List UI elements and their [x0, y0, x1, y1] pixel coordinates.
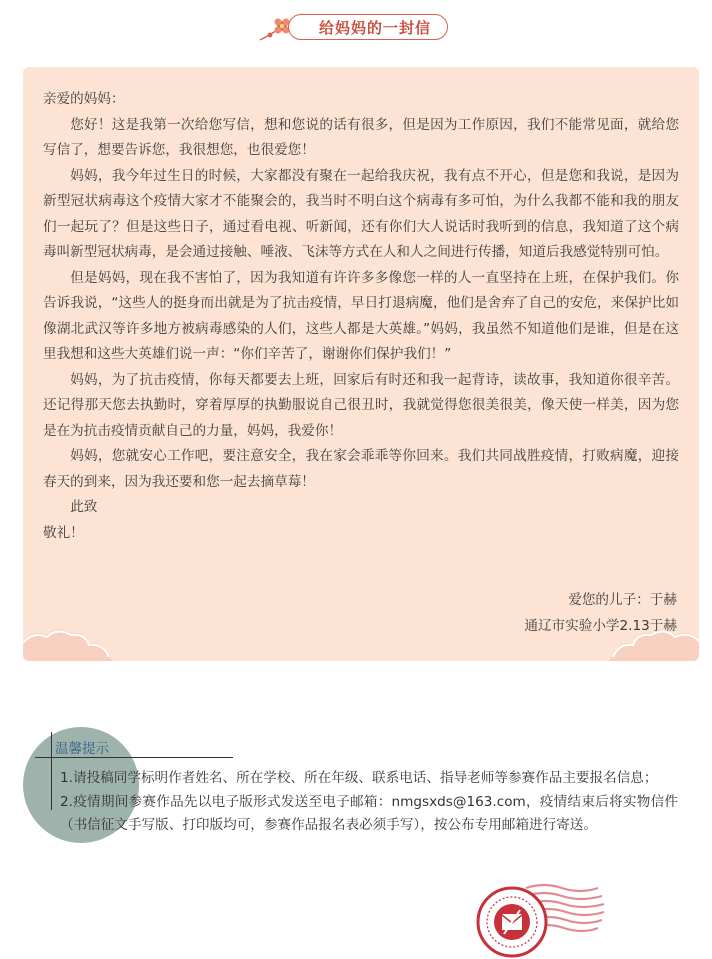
page-title: 给妈妈的一封信: [318, 18, 431, 37]
letter-card: [23, 67, 699, 661]
postmark-stamp-icon: [474, 874, 606, 958]
signature-line-1: 爱您的儿子：于赫: [568, 592, 677, 608]
title-badge: [258, 10, 458, 44]
signature-line-2: 通辽市实验小学2.13于赫: [524, 617, 677, 634]
letter-greeting: 亲爱的妈妈：: [43, 91, 125, 107]
letter-paragraph-4: 妈妈，为了抗击疫情，你每天都要去上班，回家后有时还和我一起背诗，读故事，我知道你很辛苦。还记得那天您去执勤时，穿着厚厚的执勤服说自己很丑时，我就觉得您很美很美，像天使一样美，因为您是在为抗击疫情贡献自己的力量，妈妈，我爱你！: [43, 371, 679, 439]
letter-paragraph-3: 但是妈妈，现在我不害怕了，因为我知道有许许多多像您一样的人一直坚持在上班，在保护我们。你告诉我说，“这些人的挺身而出就是为了抗击疫情，早日打退病魔，他们是舍弃了自己的安危，来保护比如像湖北武汉等许多地方被病毒感染的人们，这些人都是大英雄。”妈妈，我虽然不知道他们是谁，但是在这里我想和这些大英雄们说一声：“你们辛苦了，谢谢你们保护我们！”: [43, 269, 679, 362]
letter-body: [43, 87, 679, 546]
tips-list: [60, 767, 678, 838]
tip-item-1: 1.请投稿同学标明作者姓名、所在学校、所在年级、联系电话、指导老师等参赛作品主要报名信息；: [60, 770, 658, 786]
letter-paragraph-2: 妈妈，我今年过生日的时候，大家都没有聚在一起给我庆祝，我有点不开心，但是您和我说，是因为新型冠状病毒这个疫情大家才不能聚会的，我当时不明白这个病毒有多可怕，为什么我都不能和我的朋友们一起玩了？但是这些日子，通过看电视、听新闻，还有你们大人说话时我听到的信息，我知道了这个病毒叫新型冠状病毒，是会通过接触、唾液、飞沫等方式在人和人之间进行传播，知道后我感觉特别可怕。: [43, 167, 679, 260]
letter-paragraph-1: 您好！这是我第一次给您写信，想和您说的话有很多，但是因为工作原因，我们不能常见面，就给您写信了，想要告诉您，我很想您，也很爱您！: [43, 116, 679, 158]
tip-item-2: 2.疫情期间参赛作品先以电子版形式发送至电子邮箱：nmgsxds@163.com，疫情结束后将实物信件（书信征文手写版、打印版均可，参赛作品报名表必须手写），按公布专用邮箱进行寄送。: [60, 793, 678, 833]
cloud-left-icon: [23, 625, 113, 661]
cloud-right-icon: [609, 625, 699, 661]
title-pill: [288, 14, 448, 40]
letter-paragraph-5: 妈妈，您就安心工作吧，要注意安全，我在家会乖乖等你回来。我们共同战胜疫情，打败病魔，迎接春天的到来，因为我还要和您一起去摘草莓！: [43, 448, 679, 490]
letter-closing: 此致: [70, 499, 98, 515]
letter-salute: 敬礼！: [43, 524, 84, 541]
tip-divider-vertical: [51, 732, 52, 810]
tips-title: 温馨提示: [55, 741, 109, 757]
tip-divider-horizontal: [35, 757, 233, 758]
